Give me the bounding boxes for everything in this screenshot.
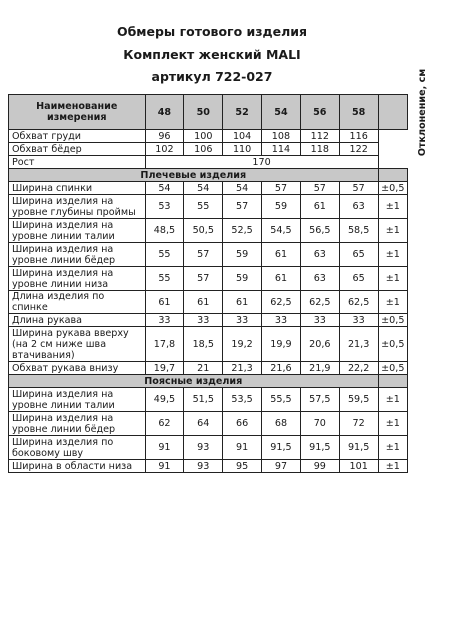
measurement-value: 33 xyxy=(145,314,184,327)
measurement-value: 91 xyxy=(145,436,184,460)
measurement-value: 59 xyxy=(223,267,262,291)
deviation-header-label: Отклонение, см xyxy=(416,68,428,156)
measurement-name: Ширина изделия на уровне линии низа xyxy=(9,267,146,291)
table-body xyxy=(9,130,408,473)
deviation-value: ±0,5 xyxy=(378,362,407,375)
measurement-value: 99 xyxy=(300,460,339,473)
measurement-value: 122 xyxy=(339,143,378,156)
measurement-value: 65 xyxy=(339,243,378,267)
table-row xyxy=(9,460,408,473)
deviation-value: ±1 xyxy=(378,195,407,219)
measurement-name: Ширина изделия на уровне линии талии xyxy=(9,219,146,243)
measurement-value: 50,5 xyxy=(184,219,223,243)
size-header: 52 xyxy=(223,95,262,130)
measurement-value: 52,5 xyxy=(223,219,262,243)
document-title: Обмеры готового изделия xyxy=(116,24,308,39)
measurement-value: 55 xyxy=(145,243,184,267)
deviation-value: ±1 xyxy=(378,243,407,267)
measurement-value: 61 xyxy=(145,291,184,314)
measurement-value: 61 xyxy=(262,267,301,291)
measurement-value: 59,5 xyxy=(339,388,378,412)
table-row xyxy=(9,362,408,375)
measurement-value: 65 xyxy=(339,267,378,291)
deviation-value: ±0,5 xyxy=(378,314,407,327)
measurement-value: 116 xyxy=(339,130,378,143)
section-title: Плечевые изделия xyxy=(9,169,379,182)
section-deviation-cell xyxy=(378,169,407,182)
measurement-name: Длина рукава xyxy=(9,314,146,327)
measurement-value: 19,7 xyxy=(145,362,184,375)
measurement-name: Обхват рукава внизу xyxy=(9,362,146,375)
measurement-value: 106 xyxy=(184,143,223,156)
measurement-value: 54 xyxy=(223,182,262,195)
section-shoulder-header xyxy=(9,169,408,182)
size-header: 56 xyxy=(300,95,339,130)
measurement-name: Ширина изделия на уровне линии бёдер xyxy=(9,243,146,267)
measurement-value: 33 xyxy=(223,314,262,327)
table-row xyxy=(9,156,408,169)
measurement-value: 21,3 xyxy=(339,327,378,362)
measurement-value: 114 xyxy=(262,143,301,156)
measurement-value: 21,9 xyxy=(300,362,339,375)
deviation-value: ±1 xyxy=(378,412,407,436)
measurement-value: 95 xyxy=(223,460,262,473)
deviation-value: ±0,5 xyxy=(378,327,407,362)
measurement-value: 21,6 xyxy=(262,362,301,375)
measurement-value: 61 xyxy=(184,291,223,314)
table-row xyxy=(9,327,408,362)
measurement-value: 55 xyxy=(145,267,184,291)
deviation-value: ±1 xyxy=(378,388,407,412)
measurement-name: Ширина спинки xyxy=(9,182,146,195)
deviation-value: ±1 xyxy=(378,267,407,291)
table-row xyxy=(9,143,408,156)
table-header-row xyxy=(9,95,408,130)
section-deviation-cell xyxy=(378,375,407,388)
measurement-value: 63 xyxy=(339,195,378,219)
measurement-value: 61 xyxy=(300,195,339,219)
measurement-value: 91,5 xyxy=(300,436,339,460)
measurement-value: 66 xyxy=(223,412,262,436)
table-row xyxy=(9,436,408,460)
measurement-value: 53 xyxy=(145,195,184,219)
table-row xyxy=(9,219,408,243)
measurement-value: 112 xyxy=(300,130,339,143)
measurement-value: 54,5 xyxy=(262,219,301,243)
measurement-value: 91,5 xyxy=(262,436,301,460)
measurement-value: 59 xyxy=(262,195,301,219)
section-title: Поясные изделия xyxy=(9,375,379,388)
measurement-value: 62,5 xyxy=(339,291,378,314)
measurement-value: 91 xyxy=(223,436,262,460)
measurement-value: 91 xyxy=(145,460,184,473)
table-row xyxy=(9,388,408,412)
measurement-value: 100 xyxy=(184,130,223,143)
table-row xyxy=(9,243,408,267)
measurement-value: 58,5 xyxy=(339,219,378,243)
measurement-value: 118 xyxy=(300,143,339,156)
measurement-value: 102 xyxy=(145,143,184,156)
measurement-value: 104 xyxy=(223,130,262,143)
measurement-value: 33 xyxy=(339,314,378,327)
measurement-value: 57 xyxy=(184,267,223,291)
measurement-value: 57 xyxy=(223,195,262,219)
measurement-value: 55 xyxy=(184,195,223,219)
deviation-column-header xyxy=(378,68,428,156)
measurement-value: 53,5 xyxy=(223,388,262,412)
measurement-name: Ширина изделия на уровне линии бёдер xyxy=(9,412,146,436)
name-column-header: Наименование измерения xyxy=(9,95,146,130)
measurement-name: Длина изделия по спинке xyxy=(9,291,146,314)
measurement-value: 33 xyxy=(262,314,301,327)
table-row xyxy=(9,314,408,327)
measurement-value: 62 xyxy=(145,412,184,436)
measurement-value: 48,5 xyxy=(145,219,184,243)
measurement-value: 68 xyxy=(262,412,301,436)
measurement-value: 61 xyxy=(223,291,262,314)
measurement-value: 57 xyxy=(262,182,301,195)
size-header: 58 xyxy=(339,95,378,130)
deviation-value: ±0,5 xyxy=(378,182,407,195)
size-header: 50 xyxy=(184,95,223,130)
measurement-value: 57,5 xyxy=(300,388,339,412)
measurement-name: Ширина в области низа xyxy=(9,460,146,473)
deviation-value: ±1 xyxy=(378,291,407,314)
measurement-value: 72 xyxy=(339,412,378,436)
measurement-value: 59 xyxy=(223,243,262,267)
measurement-name: Ширина изделия на уровне линии талии xyxy=(9,388,146,412)
measurement-value: 33 xyxy=(184,314,223,327)
deviation-value: ±1 xyxy=(378,460,407,473)
measurement-value: 96 xyxy=(145,130,184,143)
height-value: 170 xyxy=(145,156,378,169)
measurement-value: 19,2 xyxy=(223,327,262,362)
measurement-value: 22,2 xyxy=(339,362,378,375)
measurement-value: 57 xyxy=(184,243,223,267)
measurement-name: Обхват груди xyxy=(9,130,146,143)
measurement-value: 108 xyxy=(262,130,301,143)
deviation-value: ±1 xyxy=(378,436,407,460)
measurement-value: 61 xyxy=(262,243,301,267)
table-row xyxy=(9,130,408,143)
measurement-value: 64 xyxy=(184,412,223,436)
measurement-value: 51,5 xyxy=(184,388,223,412)
measurement-value: 21 xyxy=(184,362,223,375)
measurement-name: Рост xyxy=(9,156,146,169)
measurement-value: 17,8 xyxy=(145,327,184,362)
measurement-value: 57 xyxy=(339,182,378,195)
measurement-value: 20,6 xyxy=(300,327,339,362)
measurement-value: 62,5 xyxy=(262,291,301,314)
measurement-name: Обхват бёдер xyxy=(9,143,146,156)
measurement-value: 97 xyxy=(262,460,301,473)
size-header: 54 xyxy=(262,95,301,130)
measurement-value: 63 xyxy=(300,243,339,267)
measurement-value: 91,5 xyxy=(339,436,378,460)
measurement-value: 55,5 xyxy=(262,388,301,412)
table-row xyxy=(9,195,408,219)
deviation-value: ±1 xyxy=(378,219,407,243)
measurement-value: 54 xyxy=(184,182,223,195)
table-row xyxy=(9,182,408,195)
table-row xyxy=(9,291,408,314)
section-waist-header xyxy=(9,375,408,388)
measurement-value: 33 xyxy=(300,314,339,327)
measurement-value: 63 xyxy=(300,267,339,291)
table-row xyxy=(9,412,408,436)
measurement-name: Ширина изделия по боковому шву xyxy=(9,436,146,460)
measurement-value: 54 xyxy=(145,182,184,195)
measurement-name: Ширина изделия на уровне глубины проймы xyxy=(9,195,146,219)
product-name: Комплект женский MALI xyxy=(123,47,301,62)
table-row xyxy=(9,267,408,291)
measurement-value: 110 xyxy=(223,143,262,156)
measurement-value: 56,5 xyxy=(300,219,339,243)
measurement-name: Ширина рукава вверху (на 2 см ниже шва втачивания) xyxy=(9,327,146,362)
size-header: 48 xyxy=(145,95,184,130)
measurement-value: 57 xyxy=(300,182,339,195)
measurement-value: 93 xyxy=(184,436,223,460)
measurement-value: 21,3 xyxy=(223,362,262,375)
measurement-value: 101 xyxy=(339,460,378,473)
measurement-value: 18,5 xyxy=(184,327,223,362)
article-number: артикул 722-027 xyxy=(151,69,273,84)
measurement-value: 93 xyxy=(184,460,223,473)
measurement-value: 19,9 xyxy=(262,327,301,362)
measurement-value: 62,5 xyxy=(300,291,339,314)
measurement-value: 49,5 xyxy=(145,388,184,412)
measurement-value: 70 xyxy=(300,412,339,436)
